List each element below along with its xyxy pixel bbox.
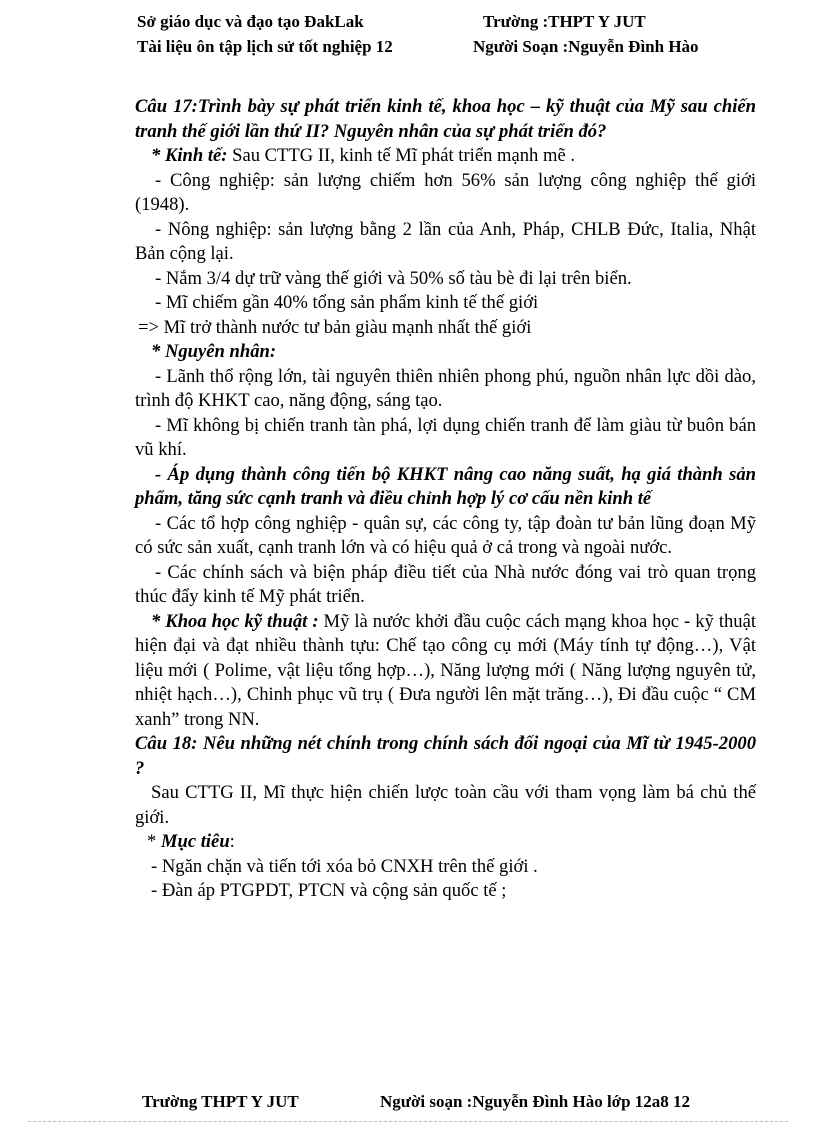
footer-school: Trường THPT Y JUT bbox=[142, 1092, 299, 1111]
header-department: Sở giáo dục và đạo tạo ĐakLak bbox=[137, 12, 364, 31]
footer-author: Người soạn :Nguyễn Đình Hào lớp 12a8 12 bbox=[380, 1092, 691, 1111]
economy-agriculture: - Nông nghiệp: sản lượng bằng 2 lần của Anh, Pháp, CHLB Đức, Italia, Nhật Bản cộng lại. bbox=[135, 218, 756, 264]
economy-industry: - Công nghiệp: sản lượng chiếm hơn 56% sản lượng công nghiệp thế giới (1948). bbox=[135, 169, 756, 215]
cause-technology: - Áp dụng thành công tiến bộ KHKT nâng cao năng suất, hạ giá thành sản phẩm, tăng sức cạnh tranh và điều chỉnh hợp lý cơ cấu nền kinh tế bbox=[135, 463, 756, 509]
cause-state-policy: - Các chính sách và biện pháp điều tiết của Nhà nước đóng vai trò quan trọng thúc đẩy kinh tế Mỹ phát triển. bbox=[135, 561, 756, 607]
header-document-title: Tài liệu ôn tập lịch sử tốt nghiệp 12 bbox=[137, 37, 393, 56]
economy-gdp-share: - Mĩ chiếm gần 40% tổng sản phẩm kinh tế thế giới bbox=[155, 292, 539, 313]
economy-label: * Kinh tế: bbox=[151, 145, 228, 166]
goal-item-1: - Ngăn chặn và tiến tới xóa bỏ CNXH trên thế giới . bbox=[151, 855, 538, 877]
foreign-policy-intro: Sau CTTG II, Mĩ thực hiện chiến lược toàn cầu với tham vọng làm bá chủ thế giới. bbox=[135, 782, 756, 828]
science-label: * Khoa học kỹ thuật : bbox=[151, 610, 319, 632]
cause-conglomerates: - Các tổ hợp công nghiệp - quân sự, các công ty, tập đoàn tư bản lũng đoạn Mỹ có sức sản xuất, cạnh tranh lớn và có hiệu quả ở cả trong và ngoài nước. bbox=[135, 512, 756, 558]
question-18-title: Câu 18: Nêu những nét chính trong chính sách đối ngoại của Mĩ từ 1945-2000 ? bbox=[135, 733, 756, 779]
question-17-title: Câu 17:Trình bày sự phát triển kinh tế, khoa học – kỹ thuật của Mỹ sau chiến tranh thế giới lần thứ II? Nguyên nhân của sự phát triển đó? bbox=[135, 96, 756, 142]
science-text: Mỹ là nước khởi đầu cuộc cách mạng khoa học - kỹ thuật hiện đại và đạt nhiều thành tựu: Chế tạo công cụ mới (Máy tính tự động…), Vật liệu mới ( Polime, vật liệu tổng hợp…), Năng lượng mới ( Năng lượng nguyên tử, nhiệt hạch…), Chinh phục vũ trụ ( Đưa người lên mặt trăng…), Đi đầu cuộc “ CM xanh” trong NN. bbox=[135, 610, 756, 730]
goal-star: * bbox=[147, 831, 161, 852]
cause-war: - Mĩ không bị chiến tranh tàn phá, lợi dụng chiến tranh để làm giàu từ buôn bán vũ khí. bbox=[135, 414, 756, 460]
economy-conclusion: => Mĩ trở thành nước tư bản giàu mạnh nhất thế giới bbox=[138, 316, 532, 338]
header-school: Trường :THPT Y JUT bbox=[483, 12, 646, 31]
economy-gold-reserves: - Nắm 3/4 dự trữ vàng thế giới và 50% số tàu bè đi lại trên biển. bbox=[155, 267, 632, 289]
goal-label: Mục tiêu bbox=[160, 831, 230, 852]
science-paragraph bbox=[135, 610, 756, 733]
goal-item-2: - Đàn áp PTGPDT, PTCN và cộng sản quốc tế ; bbox=[151, 880, 507, 901]
document-body bbox=[135, 95, 756, 904]
cause-territory: - Lãnh thổ rộng lớn, tài nguyên thiên nhiên phong phú, nguồn nhân lực dồi dào, trình độ KHKT cao, năng động, sáng tạo. bbox=[135, 365, 756, 411]
economy-text: Sau CTTG II, kinh tế Mĩ phát triển mạnh mẽ . bbox=[227, 145, 576, 166]
cause-label: * Nguyên nhân: bbox=[151, 341, 277, 362]
economy-paragraph bbox=[135, 144, 756, 169]
footer-divider bbox=[28, 1121, 788, 1122]
goal-colon: : bbox=[229, 831, 235, 852]
header-author: Người Soạn :Nguyễn Đình Hào bbox=[473, 37, 699, 56]
goal-paragraph bbox=[135, 830, 756, 855]
